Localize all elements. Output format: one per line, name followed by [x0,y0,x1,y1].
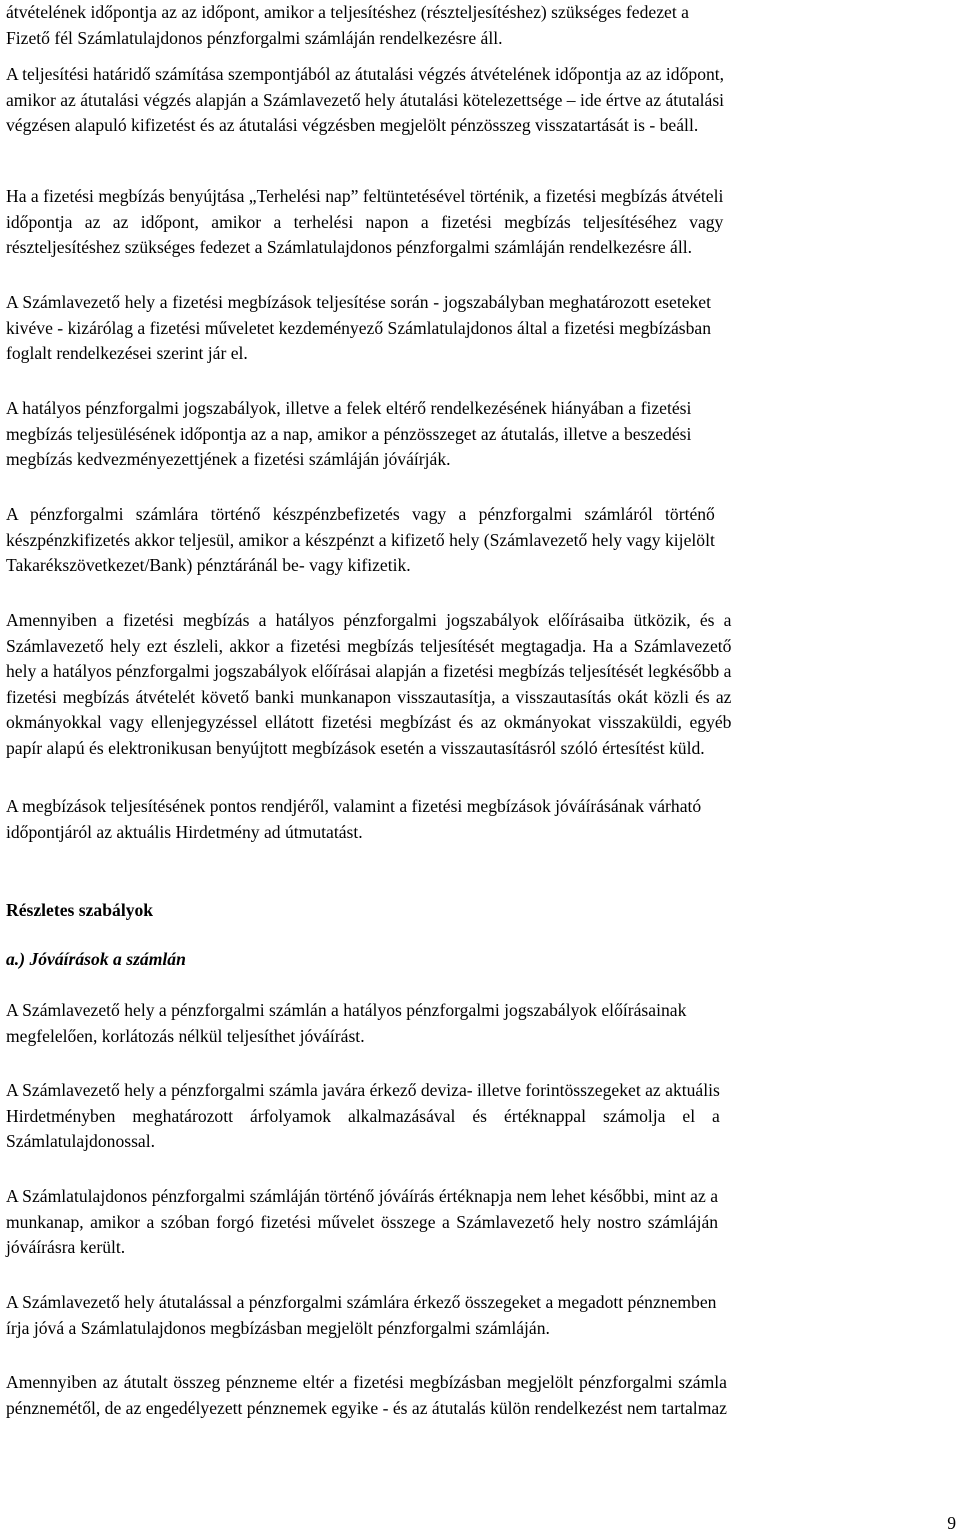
text-line: A megbízások teljesítésének pontos rendjéről, valamint a fizetési megbízások jóváírásának várható [6,796,702,816]
text-line: foglalt rendelkezései szerint jár el. [6,343,248,363]
paragraph-exchange-rates [6,1078,720,1155]
text-line: jóváírásra került. [6,1237,126,1257]
text-line: Amennyiben az átutalt összeg pénzneme eltér a fizetési megbízásban megjelölt pénzforgalmi számla [6,1372,727,1392]
paragraph-debit-day [6,184,723,261]
text-line: Fizető fél Számlatulajdonos pénzforgalmi számláján rendelkezésre áll. [6,27,503,48]
text-line: végzésen alapuló kifizetést és az átutalási végzésben megjelölt pénzösszeg visszatartását is - beáll. [6,115,699,135]
text-line: részteljesítéshez szükséges fedezet a Számlatulajdonos pénzforgalmi számláján rendelkezésre áll. [6,237,693,257]
text-line: A pénzforgalmi számlára történő készpénzbefizetés vagy a pénzforgalmi számláról történő [6,504,715,524]
text-line: amikor az átutalási végzés alapján a Számlavezető hely átutalási kötelezettsége – ide értve az átutalási [6,89,725,110]
text-line: megbízás teljesülésének időpontja az a nap, amikor a pénzösszeget az átutalás, illetve a beszedési [6,423,692,444]
paragraph-rejection [6,608,731,761]
text-line: Számlavezető hely ezt észleli, akkor a fizetési megbízás teljesítését megtagadja. Ha a Számlavezető [6,635,732,656]
paragraph-credit-allowed [6,998,686,1049]
text-line: munkanap, amikor a szóban forgó fizetési művelet összege a Számlavezető hely nostro számláján [6,1211,719,1232]
paragraph-transfer-receipt-time [6,0,689,51]
text-line: Hirdetményben meghatározott árfolyamok alkalmazásával és értéknappal számolja el a [6,1105,720,1126]
text-line: A Számlavezető hely átutalással a pénzforgalmi számlára érkező összegeket a megadott pénznemben [6,1292,717,1312]
text-line: A Számlatulajdonos pénzforgalmi számláján történő jóváírás értéknapja nem lehet későbbi, mint az a [6,1186,719,1206]
text-line: Takarékszövetkezet/Bank) pénztáránál be- vagy kifizetik. [6,555,411,575]
text-line: Amennyiben a fizetési megbízás a hatályos pénzforgalmi jogszabályok előírásaiba ütközik, és a [6,610,732,630]
paragraph-announcement-reference [6,794,701,845]
text-line: pénznemétől, de az engedélyezett pénznemek egyike - és az átutalás külön rendelkezést nem tartalmaz [6,1397,727,1418]
text-line: átvételének időpontja az az időpont, amikor a teljesítéshez (részteljesítéshez) szükséges fedezet a [6,2,689,22]
page-number: 9 [947,1513,956,1533]
text-line: fizetési megbízás átvételét követő banki munkanapon visszautasítja, a visszautasítás okát közli és az [6,686,732,707]
text-line: megfelelően, korlátozás nélkül teljesíthet jóváírást. [6,1025,365,1046]
paragraph-currency-mismatch [6,1370,727,1421]
paragraph-completion-time [6,396,691,473]
text-line: időpontjáról az aktuális Hirdetmény ad útmutatást. [6,821,363,842]
paragraph-execution-rules [6,290,711,367]
text-line: A Számlavezető hely a fizetési megbízások teljesítése során - jogszabályban meghatározott eseteket [6,292,712,312]
paragraph-deadline-calculation [6,62,724,139]
text-line: készpénzkifizetés akkor teljesül, amikor a készpénzt a kifizető hely (Számlavezető hely vagy kijelölt [6,529,715,550]
text-line: kivéve - kizárólag a fizetési műveletet kezdeményező Számlatulajdonos által a fizetési megbízásban [6,317,712,338]
text-line: A Számlavezető hely a pénzforgalmi számlán a hatályos pénzforgalmi jogszabályok előírásainak [6,1000,687,1020]
text-line: A teljesítési határidő számítása szempontjából az átutalási végzés átvételének időpontja az az időpont, [6,64,725,84]
section-heading: Részletes szabályok [6,900,154,920]
text-line: Számlatulajdonossal. [6,1131,156,1151]
text-line: okmányokkal vagy ellenjegyzéssel ellátott fizetési megbízást és az okmányokat visszaküldi, egyéb [6,712,732,732]
text-line: A Számlavezető hely a pénzforgalmi számla javára érkező deviza- illetve forintösszegeket az aktuális [6,1080,720,1100]
text-line: időpontja az az időpont, amikor a terhelési napon a fizetési megbízás teljesítéséhez vagy [6,211,724,232]
paragraph-cash-transactions [6,502,715,579]
text-line: papír alapú és elektronikusan benyújtott megbízások esetén a visszautasításról szóló értesítést küld. [6,737,705,758]
paragraph-value-date [6,1184,718,1261]
text-line: írja jóvá a Számlatulajdonos megbízásban megjelölt pénzforgalmi számláján. [6,1317,550,1338]
paragraph-currency-credit [6,1290,716,1341]
subsection-heading: a.) Jóváírások a számlán [6,949,186,969]
text-line: megbízás kedvezményezettjének a fizetési számláján jóváírják. [6,449,451,469]
text-line: hely a hatályos pénzforgalmi jogszabályok előírásai alapján a fizetési megbízás teljesítését legkésőbb a [6,661,732,681]
text-line: A hatályos pénzforgalmi jogszabályok, illetve a felek eltérő rendelkezésének hiányában a fizetési [6,398,692,418]
text-line: Ha a fizetési megbízás benyújtása „Terhelési nap” feltüntetésével történik, a fizetési megbízás átvételi [6,186,724,206]
